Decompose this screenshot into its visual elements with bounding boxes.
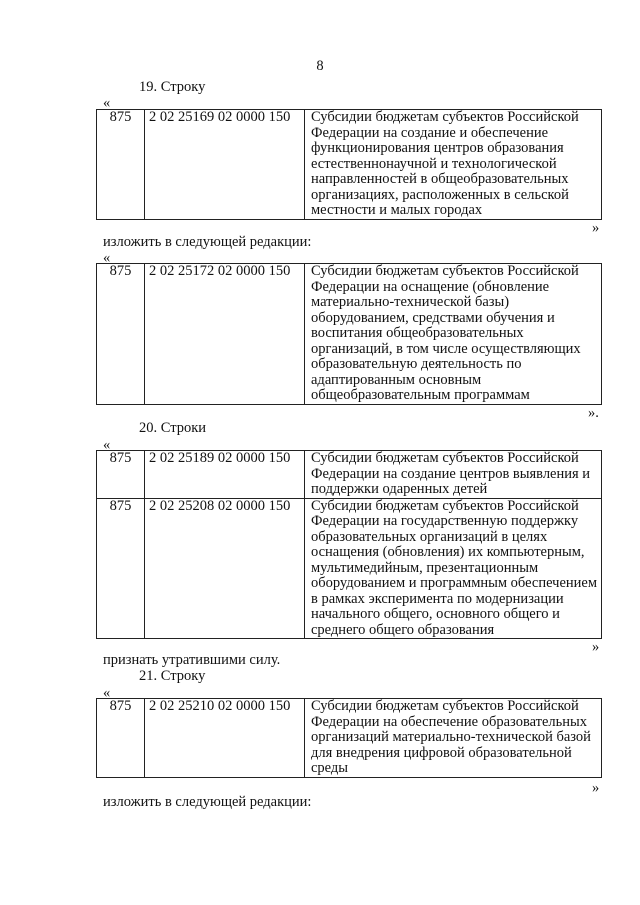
description-line: Субсидии бюджетам субъектов Российской — [311, 109, 579, 125]
description-line: адаптированным основным — [311, 371, 482, 388]
item-21-heading: 21. Строку — [139, 668, 206, 684]
table-row — [97, 498, 602, 639]
admin-code-cell: 875 — [97, 451, 145, 499]
open-quote: « — [103, 95, 111, 111]
description-line: общеобразовательным программам — [311, 387, 530, 403]
description-line: воспитания общеобразовательных — [311, 325, 524, 341]
kbk-code-cell: 2 02 25208 02 0000 150 — [145, 498, 305, 639]
description-line: организаций, в том числе осуществляющих — [311, 340, 581, 357]
description-line: оборудованием и программным обеспечением — [311, 575, 598, 591]
item-19-heading: 19. Строку — [139, 79, 206, 95]
kbk-code-cell: 2 02 25189 02 0000 150 — [145, 451, 305, 499]
admin-code-cell: 875 — [97, 498, 145, 639]
description-line: среднего общего образования — [311, 621, 495, 638]
close-quote: » — [592, 639, 600, 655]
close-quote: » — [592, 220, 600, 236]
budget-code-table-19 — [96, 109, 602, 220]
close-quote: ». — [588, 405, 599, 421]
admin-code-cell: 875 — [97, 699, 145, 778]
kbk-code-cell: 2 02 25210 02 0000 150 — [145, 699, 305, 778]
description-line: мультимедийным, презентационным — [311, 559, 539, 576]
description-line: Федерации на создание и обеспечение — [311, 124, 549, 141]
description-line: среды — [311, 760, 349, 776]
table-row — [97, 699, 602, 778]
page-number: 8 — [316, 58, 324, 74]
table-row — [97, 451, 602, 499]
description-line: для внедрения цифровой образовательной — [311, 744, 572, 761]
description-cell — [305, 451, 602, 499]
description-line: материально-технической базы) — [311, 294, 510, 310]
description-line: Субсидии бюджетам субъектов Российской — [311, 497, 579, 514]
description-cell — [305, 498, 602, 639]
budget-code-table-21 — [96, 698, 602, 778]
description-line: функционирования центров образования — [311, 140, 564, 156]
description-line: Субсидии бюджетам субъектов Российской — [311, 263, 579, 279]
description-line: Субсидии бюджетам субъектов Российской — [311, 450, 579, 466]
description-line: организаций материально-технической базой — [311, 729, 591, 745]
description-line: естественнонаучной и технологической — [311, 155, 557, 172]
description-line: образовательных организаций в целях — [311, 528, 548, 545]
description-line: начального общего, основного общего и — [311, 606, 560, 622]
table-row — [97, 110, 602, 220]
kbk-code-cell: 2 02 25172 02 0000 150 — [145, 264, 305, 405]
description-line: местности и малых городах — [311, 202, 483, 218]
description-line: поддержки одаренных детей — [311, 481, 488, 497]
description-line: Федерации на государственную поддержку — [311, 513, 579, 529]
description-line: в рамках эксперимента по модернизации — [311, 590, 564, 607]
description-line: направленностей в общеобразовательных — [311, 171, 569, 187]
kbk-code-cell: 2 02 25169 02 0000 150 — [145, 110, 305, 220]
description-line: Федерации на оснащение (обновление — [311, 278, 550, 295]
description-line: Федерации на обеспечение образовательных — [311, 713, 588, 730]
description-line: образовательную деятельность по — [311, 356, 522, 372]
instruction-text: изложить в следующей редакции: — [103, 234, 312, 250]
budget-code-table-19-new — [96, 263, 602, 405]
open-quote: « — [103, 685, 111, 701]
admin-code-cell: 875 — [97, 264, 145, 405]
description-cell — [305, 264, 602, 405]
description-cell — [305, 110, 602, 220]
instruction-text: изложить в следующей редакции: — [103, 794, 312, 810]
item-20-heading: 20. Строки — [139, 420, 207, 436]
description-cell — [305, 699, 602, 778]
description-line: Субсидии бюджетам субъектов Российской — [311, 698, 579, 714]
table-row — [97, 264, 602, 405]
open-quote: « — [103, 437, 111, 453]
budget-code-table-20 — [96, 450, 602, 639]
close-quote: » — [592, 780, 600, 796]
description-line: организациях, расположенных в сельской — [311, 186, 569, 203]
description-line: Федерации на создание центров выявления и — [311, 465, 591, 482]
open-quote: « — [103, 250, 111, 266]
instruction-text: признать утратившими силу. — [103, 652, 281, 668]
admin-code-cell: 875 — [97, 110, 145, 220]
description-line: оборудованием, средствами обучения и — [311, 309, 555, 326]
description-line: оснащения (обновления) их компьютерным, — [311, 544, 585, 560]
